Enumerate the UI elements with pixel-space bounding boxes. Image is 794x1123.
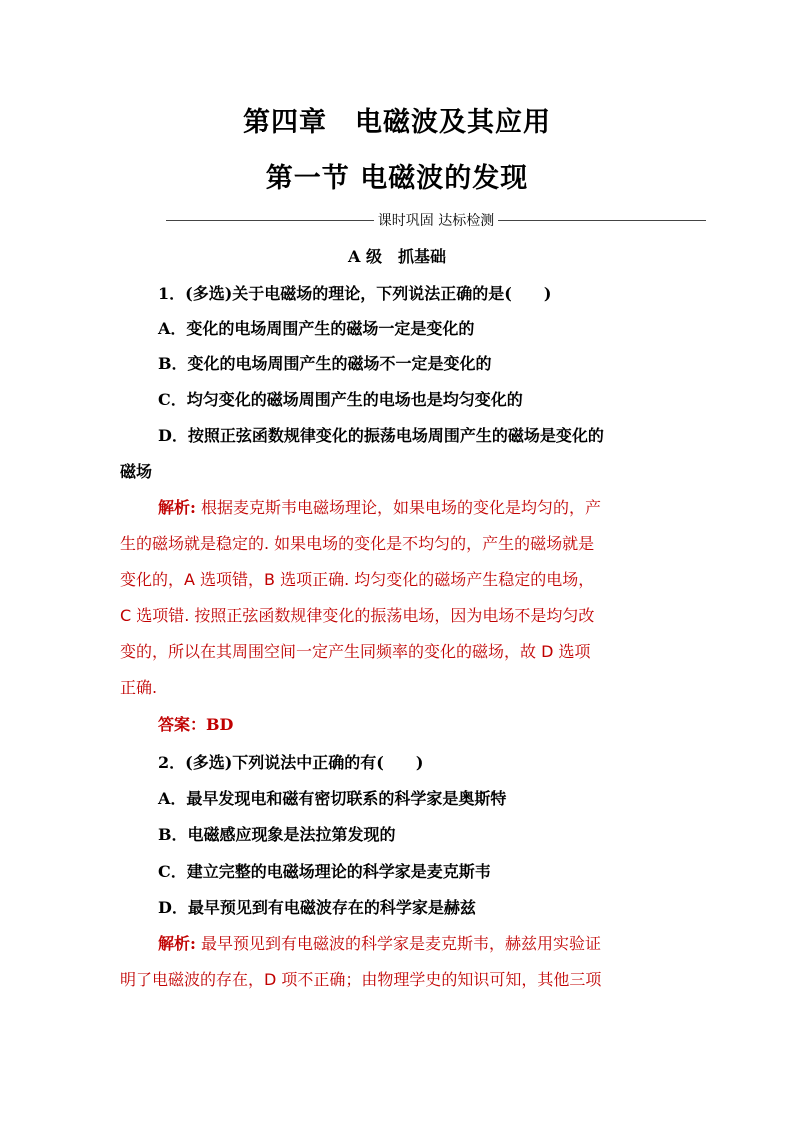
question-1-analysis-line-1 [158,497,690,519]
answer-value: BD [206,715,234,734]
separator-line-left [166,220,374,221]
section-separator [166,210,706,230]
question-1-analysis-line-5: 变的，所以在其周围空间一定产生同频率的变化的磁场，故 D 选项 [120,642,591,661]
question-1-option-c: C．均匀变化的磁场周围产生的电场也是均匀变化的 [158,390,523,409]
question-1-analysis-line-2: 生的磁场就是稳定的. 如果电场的变化是不均匀的，产生的磁场就是 [120,534,595,553]
question-1-option-d-continued: 磁场 [120,462,153,481]
question-2-analysis-line-2: 明了电磁波的存在，D 项不正确；由物理学史的知识可知，其他三项 [120,970,602,989]
question-2-option-b: B．电磁感应现象是法拉第发现的 [158,825,396,844]
question-2-stem: 2．(多选)下列说法中正确的有( ) [158,753,424,772]
question-2-analysis-line-1 [158,933,690,955]
level-heading: A 级 抓基础 [348,247,446,266]
question-1-option-b: B．变化的电场周围产生的磁场不一定是变化的 [158,354,492,373]
separator-label: 课时巩固 达标检测 [377,213,495,229]
question-2-option-d: D．最早预见到有电磁波存在的科学家是赫兹 [158,898,476,917]
question-1-analysis-line-6: 正确. [120,678,158,697]
separator-line-right [498,220,706,221]
analysis-label: 解析: [158,498,196,517]
question-1-analysis-line-3: 变化的，A 选项错，B 选项正确. 均匀变化的磁场产生稳定的电场， [120,570,595,589]
analysis-text: 最早预见到有电磁波的科学家是麦克斯韦，赫兹用实验证 [195,934,602,953]
question-1-answer [158,714,728,736]
question-1-stem: 1．(多选)关于电磁场的理论，下列说法正确的是( ) [158,284,552,303]
question-1-option-d: D．按照正弦函数规律变化的振荡电场周围产生的磁场是变化的 [158,426,604,445]
question-2-option-a: A．最早发现电和磁有密切联系的科学家是奥斯特 [158,789,507,808]
chapter-title: 第四章 电磁波及其应用 [243,107,551,138]
answer-label: 答案： [158,715,207,734]
question-1-analysis-line-4: C 选项错. 按照正弦函数规律变化的振荡电场，因为电场不是均匀改 [120,606,595,625]
section-title: 第一节 电磁波的发现 [265,163,529,194]
question-2-option-c: C．建立完整的电磁场理论的科学家是麦克斯韦 [158,862,491,881]
question-1-option-a: A．变化的电场周围产生的磁场一定是变化的 [158,319,475,338]
analysis-label: 解析: [158,934,196,953]
analysis-text: 根据麦克斯韦电磁场理论，如果电场的变化是均匀的，产 [195,498,602,517]
